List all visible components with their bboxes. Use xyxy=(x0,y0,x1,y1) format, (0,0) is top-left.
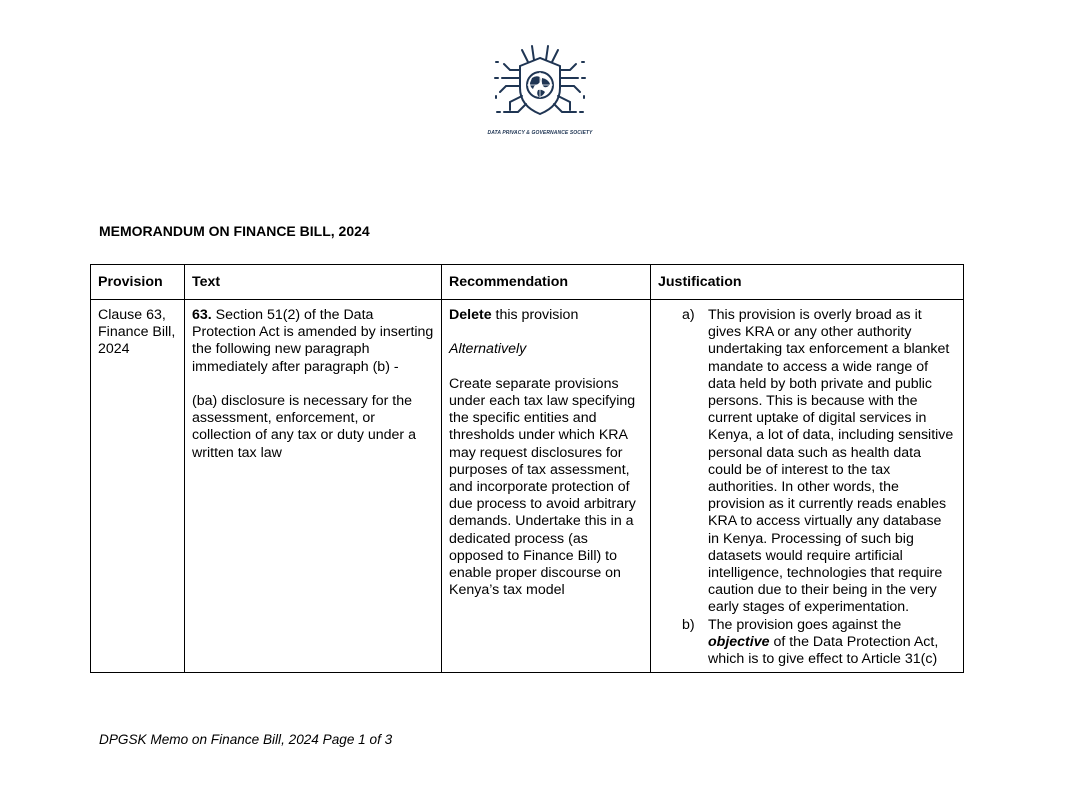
list-marker: b) xyxy=(682,616,695,633)
text-cell xyxy=(185,300,442,673)
justification-list xyxy=(658,307,956,668)
clause-number: 63. xyxy=(192,307,212,323)
memo-title: MEMORANDUM ON FINANCE BILL, 2024 xyxy=(99,223,370,239)
header-provision: Provision xyxy=(91,265,185,300)
justification-item-text: This provision is overly broad as it gives KRA or any other authority undertaking tax enforcement a blanket mandate to access a wide range of data held by both private and public persons. This is because with the current uptake of digital services in Kenya, a lot of data, including sensitive personal data such as health data could be of interest to the tax authorities. In other words, the provision as it currently reads enables KRA to access virtually any database in Kenya. Processing of such big datasets would require artificial intelligence, technologies that require caution due to their being in the very early stages of experimentation. xyxy=(708,307,954,616)
recommendation-cell xyxy=(442,300,651,673)
provision-text: Clause 63, Finance Bill, 2024 xyxy=(98,307,176,358)
justification-emphasis: objective xyxy=(708,633,770,650)
header-recommendation: Recommendation xyxy=(442,265,651,300)
recommendation-detail: Create separate provisions under each tax law specifying the specific entities and thresholds under which KRA may request disclosures for purposes of tax assessment, and incorporate protection of due process to avoid arbitrary demands. Undertake this in a dedicated process (as opposed to Finance Bill) to enable proper discourse on Kenya’s tax model xyxy=(449,375,636,599)
justification-cell xyxy=(651,300,964,673)
inserted-paragraph: (ba) disclosure is necessary for the assessment, enforcement, or collection of any tax or duty under a written tax law xyxy=(192,393,416,461)
alternatively-label: Alternatively xyxy=(449,341,527,358)
list-marker: a) xyxy=(682,307,695,323)
recommendation-lead-bold: Delete xyxy=(449,307,492,323)
justification-item-text-before: The provision goes against the xyxy=(708,616,902,633)
clause-text xyxy=(192,307,434,376)
justification-item-text-after: of the Data Protection Act, which is to give effect to Article 31(c) xyxy=(708,633,939,668)
clause-body: Section 51(2) of the Data Protection Act is amended by inserting the following new paragraph immediately after paragraph (b) - xyxy=(192,307,434,375)
header-text: Text xyxy=(185,265,442,300)
header-justification: Justification xyxy=(651,265,964,300)
list-item xyxy=(658,617,956,669)
table-row xyxy=(91,300,964,673)
recommendation-lead xyxy=(449,307,643,324)
logo-caption: DATA PRIVACY & GOVERNANCE SOCIETY xyxy=(487,130,593,136)
table-header-row xyxy=(91,265,964,300)
provision-cell xyxy=(91,300,185,673)
recommendation-alternatively xyxy=(449,341,643,358)
page-footer: DPGSK Memo on Finance Bill, 2024 Page 1 of 3 xyxy=(99,732,393,747)
society-logo xyxy=(470,40,610,140)
list-item xyxy=(658,307,956,617)
memo-table xyxy=(90,264,964,673)
recommendation-lead-rest: this provision xyxy=(491,307,579,323)
shield-globe-logo-icon xyxy=(470,40,610,140)
